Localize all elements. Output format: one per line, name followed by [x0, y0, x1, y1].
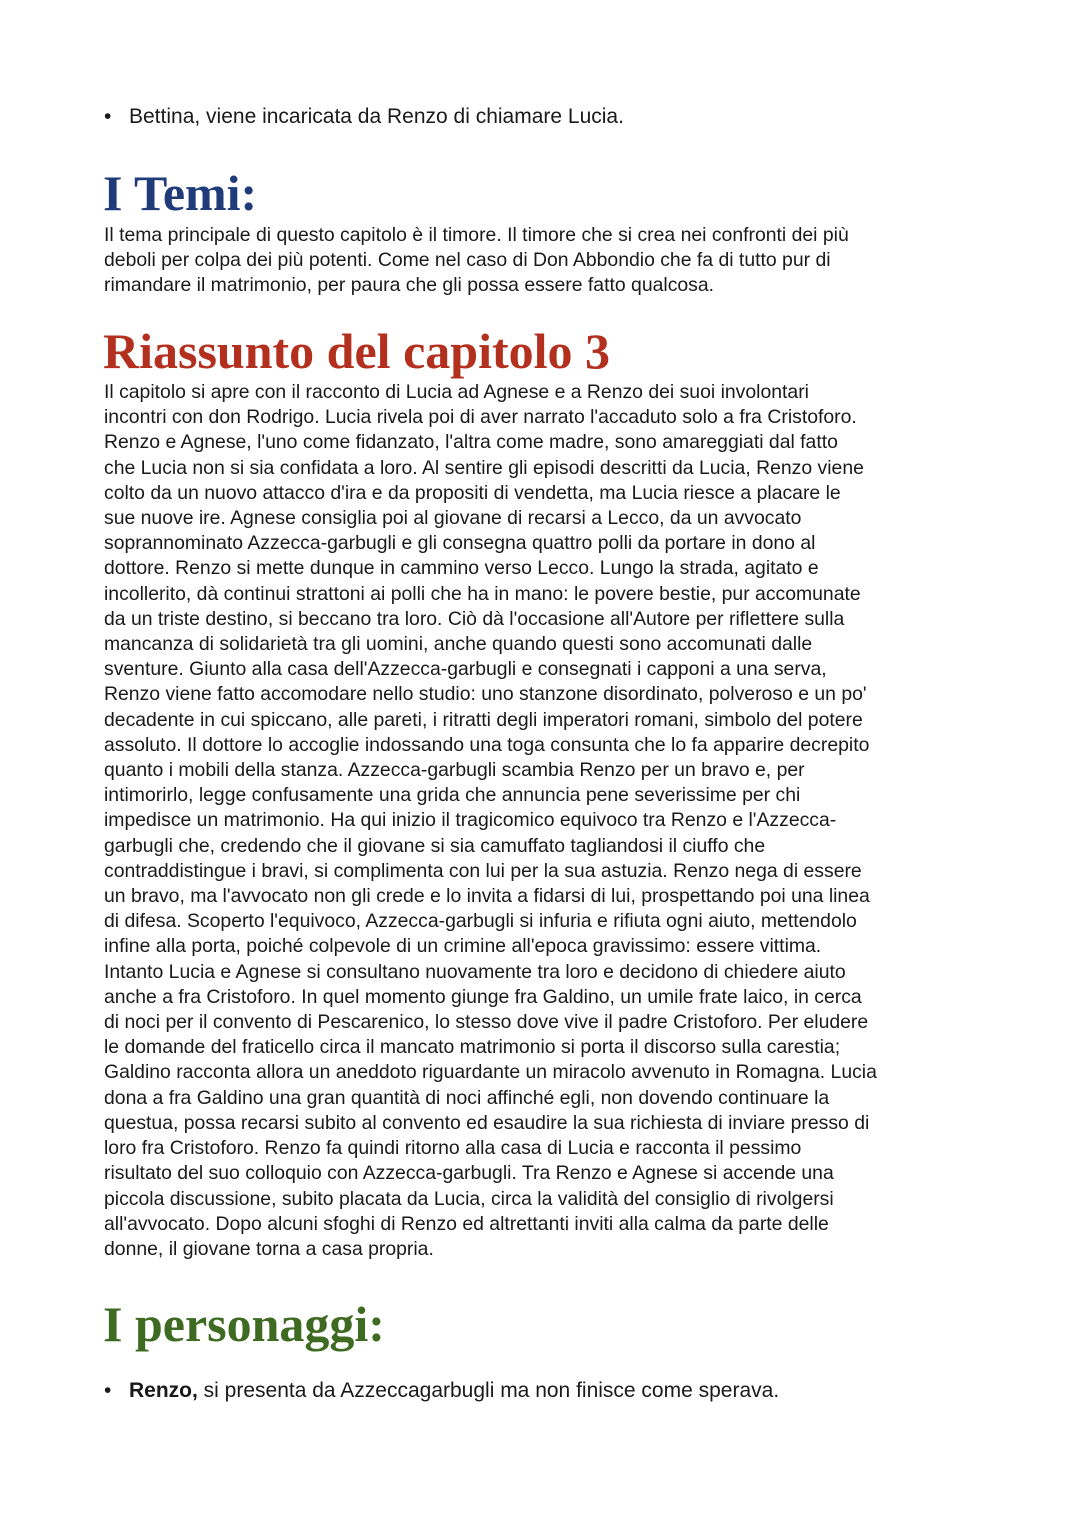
section-heading-riassunto: Riassunto del capitolo 3 — [103, 323, 611, 379]
text-line: piccola discussione, subito placata da Lucia, circa la validità del consiglio di rivolgersi — [104, 1187, 834, 1210]
riassunto-paragraph — [104, 380, 994, 1262]
text-line: di noci per il convento di Pescarenico, lo stesso dove vive il padre Cristoforo. Per eludere — [104, 1011, 869, 1034]
text-line: intimorirlo, legge confusamente una grida che annuncia pene severissime per chi — [104, 784, 801, 807]
text-line: anche a fra Cristoforo. In quel momento giunge fra Galdino, un umile frate laico, in cerca — [104, 985, 862, 1008]
text-line: Il tema principale di questo capitolo è il timore. Il timore che si crea nei confronti dei più — [104, 224, 849, 246]
text-line: colto da un nuovo attacco d'ira e da propositi di vendetta, ma Lucia riesce a placare le — [104, 481, 841, 504]
text-line: dottore. Renzo si mette dunque in cammino verso Lecco. Lungo la strada, agitato e — [104, 557, 819, 580]
text-line: Renzo viene fatto accomodare nello studio: uno stanzone disordinato, polveroso e un po' — [104, 683, 867, 706]
text-line: mancanza di solidarietà tra gli uomini, anche quando questi sono accomunati dalle — [104, 633, 813, 656]
text-line: infine alla porta, poiché colpevole di un crimine all'epoca gravissimo: essere vittima. — [104, 935, 822, 958]
text-line: che Lucia non si sia confidata a loro. Al sentire gli episodi descritti da Lucia, Renzo viene — [104, 456, 864, 479]
text-line: all'avvocato. Dopo alcuni sfoghi di Renzo ed altrettanti inviti alla calma da parte delle — [104, 1212, 829, 1235]
bullet-icon: • — [104, 105, 112, 128]
text-line: le domande del fraticello circa il mancato matrimonio si porta il discorso sulla carestia; — [104, 1036, 841, 1059]
text-line: sue nuove ire. Agnese consiglia poi al giovane di recarsi a Lecco, da un avvocato — [104, 507, 802, 530]
text-line: rimandare il matrimonio, per paura che gli possa essere fatto qualcosa. — [104, 274, 715, 297]
text-line: sventure. Giunto alla casa dell'Azzecca-garbugli e consegnati i capponi a una serva, — [104, 658, 827, 681]
text-line: da un triste destino, si beccano tra loro. Ciò dà l'occasione all'Autore per riflettere sulla — [104, 607, 845, 630]
text-line: incollerito, dà continui strattoni ai polli che ha in mano: le povere bestie, pur accomunate — [104, 582, 861, 605]
text-line: Intanto Lucia e Agnese si consultano nuovamente tra loro e decidono di chiedere aiuto — [104, 960, 846, 983]
bullet-icon: • — [104, 1379, 112, 1402]
text-line: di difesa. Scoperto l'equivoco, Azzecca-garbugli si infuria e rifiuta ogni aiuto, mettendolo — [104, 910, 857, 933]
list-item-text: Bettina, viene incaricata da Renzo di chiamare Lucia. — [129, 105, 624, 128]
text-line: donne, il giovane torna a casa propria. — [104, 1237, 434, 1260]
section-heading-temi: I Temi: — [103, 165, 258, 221]
text-line: assoluto. Il dottore lo accoglie indossando una toga consunta che lo fa apparire decrepito — [104, 733, 870, 756]
text-line: questua, possa recarsi subito al convento ed esaudire la sua richiesta di inviare presso di — [104, 1111, 870, 1134]
list-item-text — [129, 1378, 779, 1404]
text-line: Il capitolo si apre con il racconto di Lucia ad Agnese e a Renzo dei suoi involontari — [104, 381, 809, 403]
text-line: quanto i mobili della stanza. Azzecca-garbugli scambia Renzo per un bravo e, per — [104, 759, 805, 782]
text-line: dona a fra Galdino una gran quantità di noci affinché egli, non dovendo continuare la — [104, 1086, 830, 1109]
text-line: Renzo e Agnese, l'uno come fidanzato, l'altra come madre, sono amareggiati dal fatto — [104, 431, 838, 454]
text-line: deboli per colpa dei più potenti. Come nel caso di Don Abbondio che fa di tutto pur di — [104, 249, 831, 272]
character-name: Renzo, — [129, 1379, 198, 1402]
section-heading-personaggi: I personaggi: — [103, 1296, 385, 1352]
text-line: garbugli che, credendo che il giovane si sia camuffato tagliandosi il ciuffo che — [104, 834, 766, 857]
text-line: decadente in cui spiccano, alle pareti, i ritratti degli imperatori romani, simbolo del potere — [104, 708, 863, 731]
text-line: impedisce un matrimonio. Ha qui inizio il tragicomico equivoco tra Renzo e l'Azzecca- — [104, 809, 837, 832]
text-line: loro fra Cristoforo. Renzo fa quindi ritorno alla casa di Lucia e racconta il pessimo — [104, 1137, 802, 1160]
text-line: contraddistingue i bravi, si complimenta con lui per la sua astuzia. Renzo nega di essere — [104, 859, 862, 882]
text-line: risultato del suo colloquio con Azzecca-garbugli. Tra Renzo e Agnese si accende una — [104, 1162, 834, 1185]
temi-paragraph — [104, 223, 994, 299]
text-line: incontri con don Rodrigo. Lucia rivela poi di aver narrato l'accaduto solo a fra Cristoforo. — [104, 406, 857, 429]
text-line: Galdino racconta allora un aneddoto riguardante un miracolo avvenuto in Romagna. Lucia — [104, 1061, 877, 1084]
text-line: soprannominato Azzecca-garbugli e gli consegna quattro polli da portare in dono al — [104, 532, 816, 555]
text-line: un bravo, ma l'avvocato non gli crede e lo invita a fidarsi di lui, prospettando poi una linea — [104, 885, 870, 908]
character-description: si presenta da Azzeccagarbugli ma non finisce come sperava. — [197, 1379, 780, 1402]
